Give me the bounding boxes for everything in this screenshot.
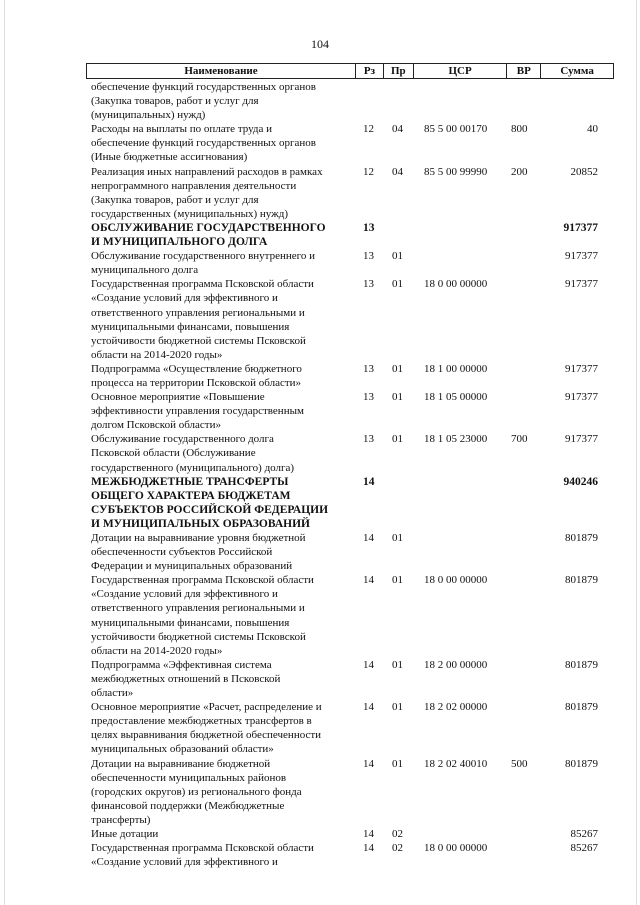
row-name-line: СУБЪЕКТОВ РОССИЙСКОЙ ФЕДЕРАЦИИ bbox=[91, 503, 329, 516]
row-csr-cell: 18 1 05 00000 bbox=[424, 391, 488, 404]
table-row bbox=[0, 165, 640, 221]
row-name-line: обеспеченности муниципальных районов bbox=[91, 771, 287, 784]
row-name-line: муниципальных образований области» bbox=[91, 743, 274, 756]
row-sum-cell: 40 bbox=[587, 123, 598, 136]
row-name-line: муниципальными финансами, повышения bbox=[91, 616, 290, 629]
table-row bbox=[0, 80, 640, 122]
row-name-line: МЕЖБЮДЖЕТНЫЕ ТРАНСФЕРТЫ bbox=[91, 475, 289, 488]
row-csr-cell: 18 1 00 00000 bbox=[424, 362, 488, 375]
row-name-cell bbox=[91, 827, 351, 841]
row-name-line: Обслуживание государственного долга bbox=[91, 433, 274, 446]
table-row bbox=[0, 362, 640, 390]
row-pr-cell: 01 bbox=[392, 433, 403, 446]
table-row bbox=[0, 757, 640, 827]
row-rz-cell: 14 bbox=[363, 757, 374, 770]
row-name-line: обеспеченности субъектов Российской bbox=[91, 546, 273, 559]
row-name-line: предоставление межбюджетных трансфертов в bbox=[91, 715, 312, 728]
row-sum-cell: 917377 bbox=[565, 362, 598, 375]
row-vr-cell: 200 bbox=[511, 165, 528, 178]
row-sum-cell: 20852 bbox=[570, 165, 598, 178]
row-rz-cell: 14 bbox=[363, 475, 375, 488]
row-rz-cell: 13 bbox=[363, 433, 374, 446]
row-pr-cell: 01 bbox=[392, 757, 403, 770]
row-name-line: Подпрограмма «Осуществление бюджетного bbox=[91, 362, 302, 375]
row-name-line: Реализация иных направлений расходов в рамках bbox=[91, 165, 323, 178]
header-name: Наименование bbox=[87, 64, 356, 78]
table-row bbox=[0, 827, 640, 841]
table-row bbox=[0, 573, 640, 658]
table-row bbox=[0, 249, 640, 277]
row-sum-cell: 940246 bbox=[563, 475, 598, 488]
header-pr: Пр bbox=[384, 64, 414, 78]
row-name-line: Основное мероприятие «Расчет, распределение и bbox=[91, 701, 322, 714]
page-number: 104 bbox=[311, 37, 329, 51]
row-sum-cell: 801879 bbox=[565, 532, 598, 544]
row-csr-cell: 18 2 02 00000 bbox=[424, 701, 488, 714]
row-name-line: обеспечение функций государственных органов bbox=[91, 137, 316, 150]
row-pr-cell: 02 bbox=[392, 842, 403, 855]
row-pr-cell: 02 bbox=[392, 827, 403, 840]
row-name-line: Основное мероприятие «Повышение bbox=[91, 391, 265, 404]
row-vr-cell: 800 bbox=[511, 123, 528, 136]
row-name-line: Дотации на выравнивание уровня бюджетной bbox=[91, 532, 306, 544]
row-sum-cell: 801879 bbox=[565, 701, 598, 714]
row-name-line: области на 2014-2020 годы» bbox=[91, 348, 223, 361]
header-vr: ВР bbox=[507, 64, 541, 78]
row-name-line: трансферты) bbox=[91, 813, 151, 826]
row-name-line: «Создание условий для эффективного и bbox=[91, 856, 278, 869]
row-name-cell bbox=[91, 757, 351, 827]
header-csr: ЦСР bbox=[414, 64, 508, 78]
row-csr-cell: 18 0 00 00000 bbox=[424, 278, 488, 291]
row-name-cell bbox=[91, 700, 351, 756]
table-row bbox=[0, 700, 640, 756]
row-name-line: ОБЩЕГО ХАРАКТЕРА БЮДЖЕТАМ bbox=[91, 489, 291, 502]
row-name-line: Государственная программа Псковской области bbox=[91, 574, 314, 587]
row-name-line: Дотации на выравнивание бюджетной bbox=[91, 757, 271, 770]
row-rz-cell: 12 bbox=[363, 123, 374, 136]
row-pr-cell: 04 bbox=[392, 123, 403, 136]
row-csr-cell: 18 2 02 40010 bbox=[424, 757, 488, 770]
row-sum-cell: 917377 bbox=[565, 433, 598, 446]
row-name-line: ОБСЛУЖИВАНИЕ ГОСУДАРСТВЕННОГО bbox=[91, 221, 326, 234]
row-rz-cell: 14 bbox=[363, 574, 374, 587]
row-name-cell bbox=[91, 165, 351, 221]
row-csr-cell: 18 0 00 00000 bbox=[424, 842, 488, 855]
row-name-line: межбюджетных отношений в Псковской bbox=[91, 672, 281, 685]
row-name-line: (Закупка товаров, работ и услуг для bbox=[91, 193, 259, 206]
row-name-cell bbox=[91, 475, 351, 531]
row-name-line: области» bbox=[91, 687, 134, 700]
header-rz: Рз bbox=[356, 64, 384, 78]
table-header bbox=[86, 63, 614, 79]
row-name-cell bbox=[91, 390, 351, 432]
row-name-line: «Создание условий для эффективного и bbox=[91, 588, 278, 601]
row-name-line: процесса на территории Псковской области» bbox=[91, 376, 302, 389]
row-name-cell bbox=[91, 80, 351, 122]
row-rz-cell: 14 bbox=[363, 701, 374, 714]
row-rz-cell: 13 bbox=[363, 221, 375, 234]
header-sum: Сумма bbox=[560, 65, 594, 77]
row-name-line: (Закупка товаров, работ и услуг для bbox=[91, 95, 259, 108]
row-sum-cell: 801879 bbox=[565, 757, 598, 770]
row-name-line: целях выравнивания бюджетной обеспеченности bbox=[91, 729, 322, 742]
row-name-line: ответственного управления региональными и bbox=[91, 306, 305, 319]
row-pr-cell: 01 bbox=[392, 658, 403, 671]
table-row bbox=[0, 277, 640, 362]
row-name-line: Государственная программа Псковской области bbox=[91, 278, 314, 291]
row-rz-cell: 12 bbox=[363, 165, 374, 178]
row-sum-cell: 801879 bbox=[565, 658, 598, 671]
row-name-cell bbox=[91, 432, 351, 474]
row-name-line: эффективности управления государственным bbox=[91, 405, 304, 418]
row-pr-cell: 01 bbox=[392, 701, 403, 714]
budget-table-body bbox=[0, 80, 640, 869]
row-name-cell bbox=[91, 122, 351, 164]
row-sum-cell: 917377 bbox=[565, 391, 598, 404]
row-sum-cell: 801879 bbox=[565, 574, 598, 587]
row-pr-cell: 01 bbox=[392, 362, 403, 375]
row-rz-cell: 14 bbox=[363, 842, 374, 855]
row-name-line: И МУНИЦИПАЛЬНЫХ ОБРАЗОВАНИЙ bbox=[91, 517, 310, 530]
row-sum-cell: 917377 bbox=[565, 278, 598, 291]
row-sum-cell: 85267 bbox=[570, 842, 598, 855]
row-name-line: области на 2014-2020 годы» bbox=[91, 644, 223, 657]
row-rz-cell: 14 bbox=[363, 532, 374, 544]
row-name-line: муниципальными финансами, повышения bbox=[91, 320, 290, 333]
row-name-line: Государственная программа Псковской области bbox=[91, 842, 314, 855]
table-row bbox=[0, 658, 640, 700]
section-row bbox=[0, 475, 640, 531]
row-name-line: Иные дотации bbox=[91, 827, 159, 840]
row-pr-cell: 04 bbox=[392, 165, 403, 178]
row-name-line: «Создание условий для эффективного и bbox=[91, 292, 278, 305]
row-name-line: муниципального долга bbox=[91, 264, 199, 277]
row-rz-cell: 13 bbox=[363, 250, 374, 263]
table-row bbox=[0, 122, 640, 164]
row-csr-cell: 18 2 00 00000 bbox=[424, 658, 488, 671]
row-name-line: финансовой поддержки (Межбюджетные bbox=[91, 799, 285, 812]
row-name-line: устойчивости бюджетной системы Псковской bbox=[91, 630, 306, 643]
row-rz-cell: 13 bbox=[363, 278, 374, 291]
row-sum-cell: 917377 bbox=[565, 250, 598, 263]
row-rz-cell: 13 bbox=[363, 362, 374, 375]
row-pr-cell: 01 bbox=[392, 391, 403, 404]
table-row bbox=[0, 841, 640, 869]
row-vr-cell: 700 bbox=[511, 433, 528, 446]
row-rz-cell: 14 bbox=[363, 827, 374, 840]
row-name-line: Псковской области (Обслуживание bbox=[91, 447, 256, 460]
row-name-line: долгом Псковской области» bbox=[91, 419, 221, 432]
row-name-cell bbox=[91, 277, 351, 362]
row-name-line: Обслуживание государственного внутреннего и bbox=[91, 250, 316, 263]
row-csr-cell: 18 0 00 00000 bbox=[424, 574, 488, 587]
row-name-cell bbox=[91, 658, 351, 700]
table-row bbox=[0, 390, 640, 432]
row-name-line: устойчивости бюджетной системы Псковской bbox=[91, 334, 306, 347]
row-csr-cell: 85 5 00 00170 bbox=[424, 123, 488, 136]
row-name-cell bbox=[91, 362, 351, 390]
row-name-line: непрограммного направления деятельности bbox=[91, 179, 297, 192]
table-row bbox=[0, 531, 640, 573]
row-sum-cell: 85267 bbox=[570, 827, 598, 840]
row-pr-cell: 01 bbox=[392, 532, 403, 544]
row-name-cell bbox=[91, 221, 351, 249]
row-name-line: Подпрограмма «Эффективная система bbox=[91, 658, 272, 671]
row-pr-cell: 01 bbox=[392, 250, 403, 263]
row-name-line: Расходы на выплаты по оплате труда и bbox=[91, 123, 273, 136]
row-name-cell bbox=[91, 841, 351, 869]
row-vr-cell: 500 bbox=[511, 757, 528, 770]
table-row bbox=[0, 432, 640, 474]
row-name-line: государственного (муниципального) долга) bbox=[91, 461, 295, 474]
row-name-line: (муниципальных) нужд) bbox=[91, 109, 206, 122]
row-name-line: ответственного управления региональными и bbox=[91, 602, 305, 615]
row-rz-cell: 14 bbox=[363, 658, 374, 671]
row-csr-cell: 85 5 00 99990 bbox=[424, 165, 488, 178]
row-sum-cell: 917377 bbox=[563, 221, 598, 234]
row-name-line: Федерации и муниципальных образований bbox=[91, 560, 293, 573]
row-name-line: обеспечение функций государственных органов bbox=[91, 81, 316, 93]
row-rz-cell: 13 bbox=[363, 391, 374, 404]
row-name-cell bbox=[91, 249, 351, 277]
row-pr-cell: 01 bbox=[392, 278, 403, 291]
row-name-line: И МУНИЦИПАЛЬНОГО ДОЛГА bbox=[91, 236, 268, 249]
row-name-line: государственных (муниципальных) нужд) bbox=[91, 207, 288, 220]
row-pr-cell: 01 bbox=[392, 574, 403, 587]
row-csr-cell: 18 1 05 23000 bbox=[424, 433, 488, 446]
row-name-line: (Иные бюджетные ассигнования) bbox=[91, 151, 248, 164]
section-row bbox=[0, 221, 640, 249]
row-name-cell bbox=[91, 573, 351, 658]
row-name-line: (городских округов) из регионального фонда bbox=[91, 785, 302, 798]
row-name-cell bbox=[91, 531, 351, 573]
